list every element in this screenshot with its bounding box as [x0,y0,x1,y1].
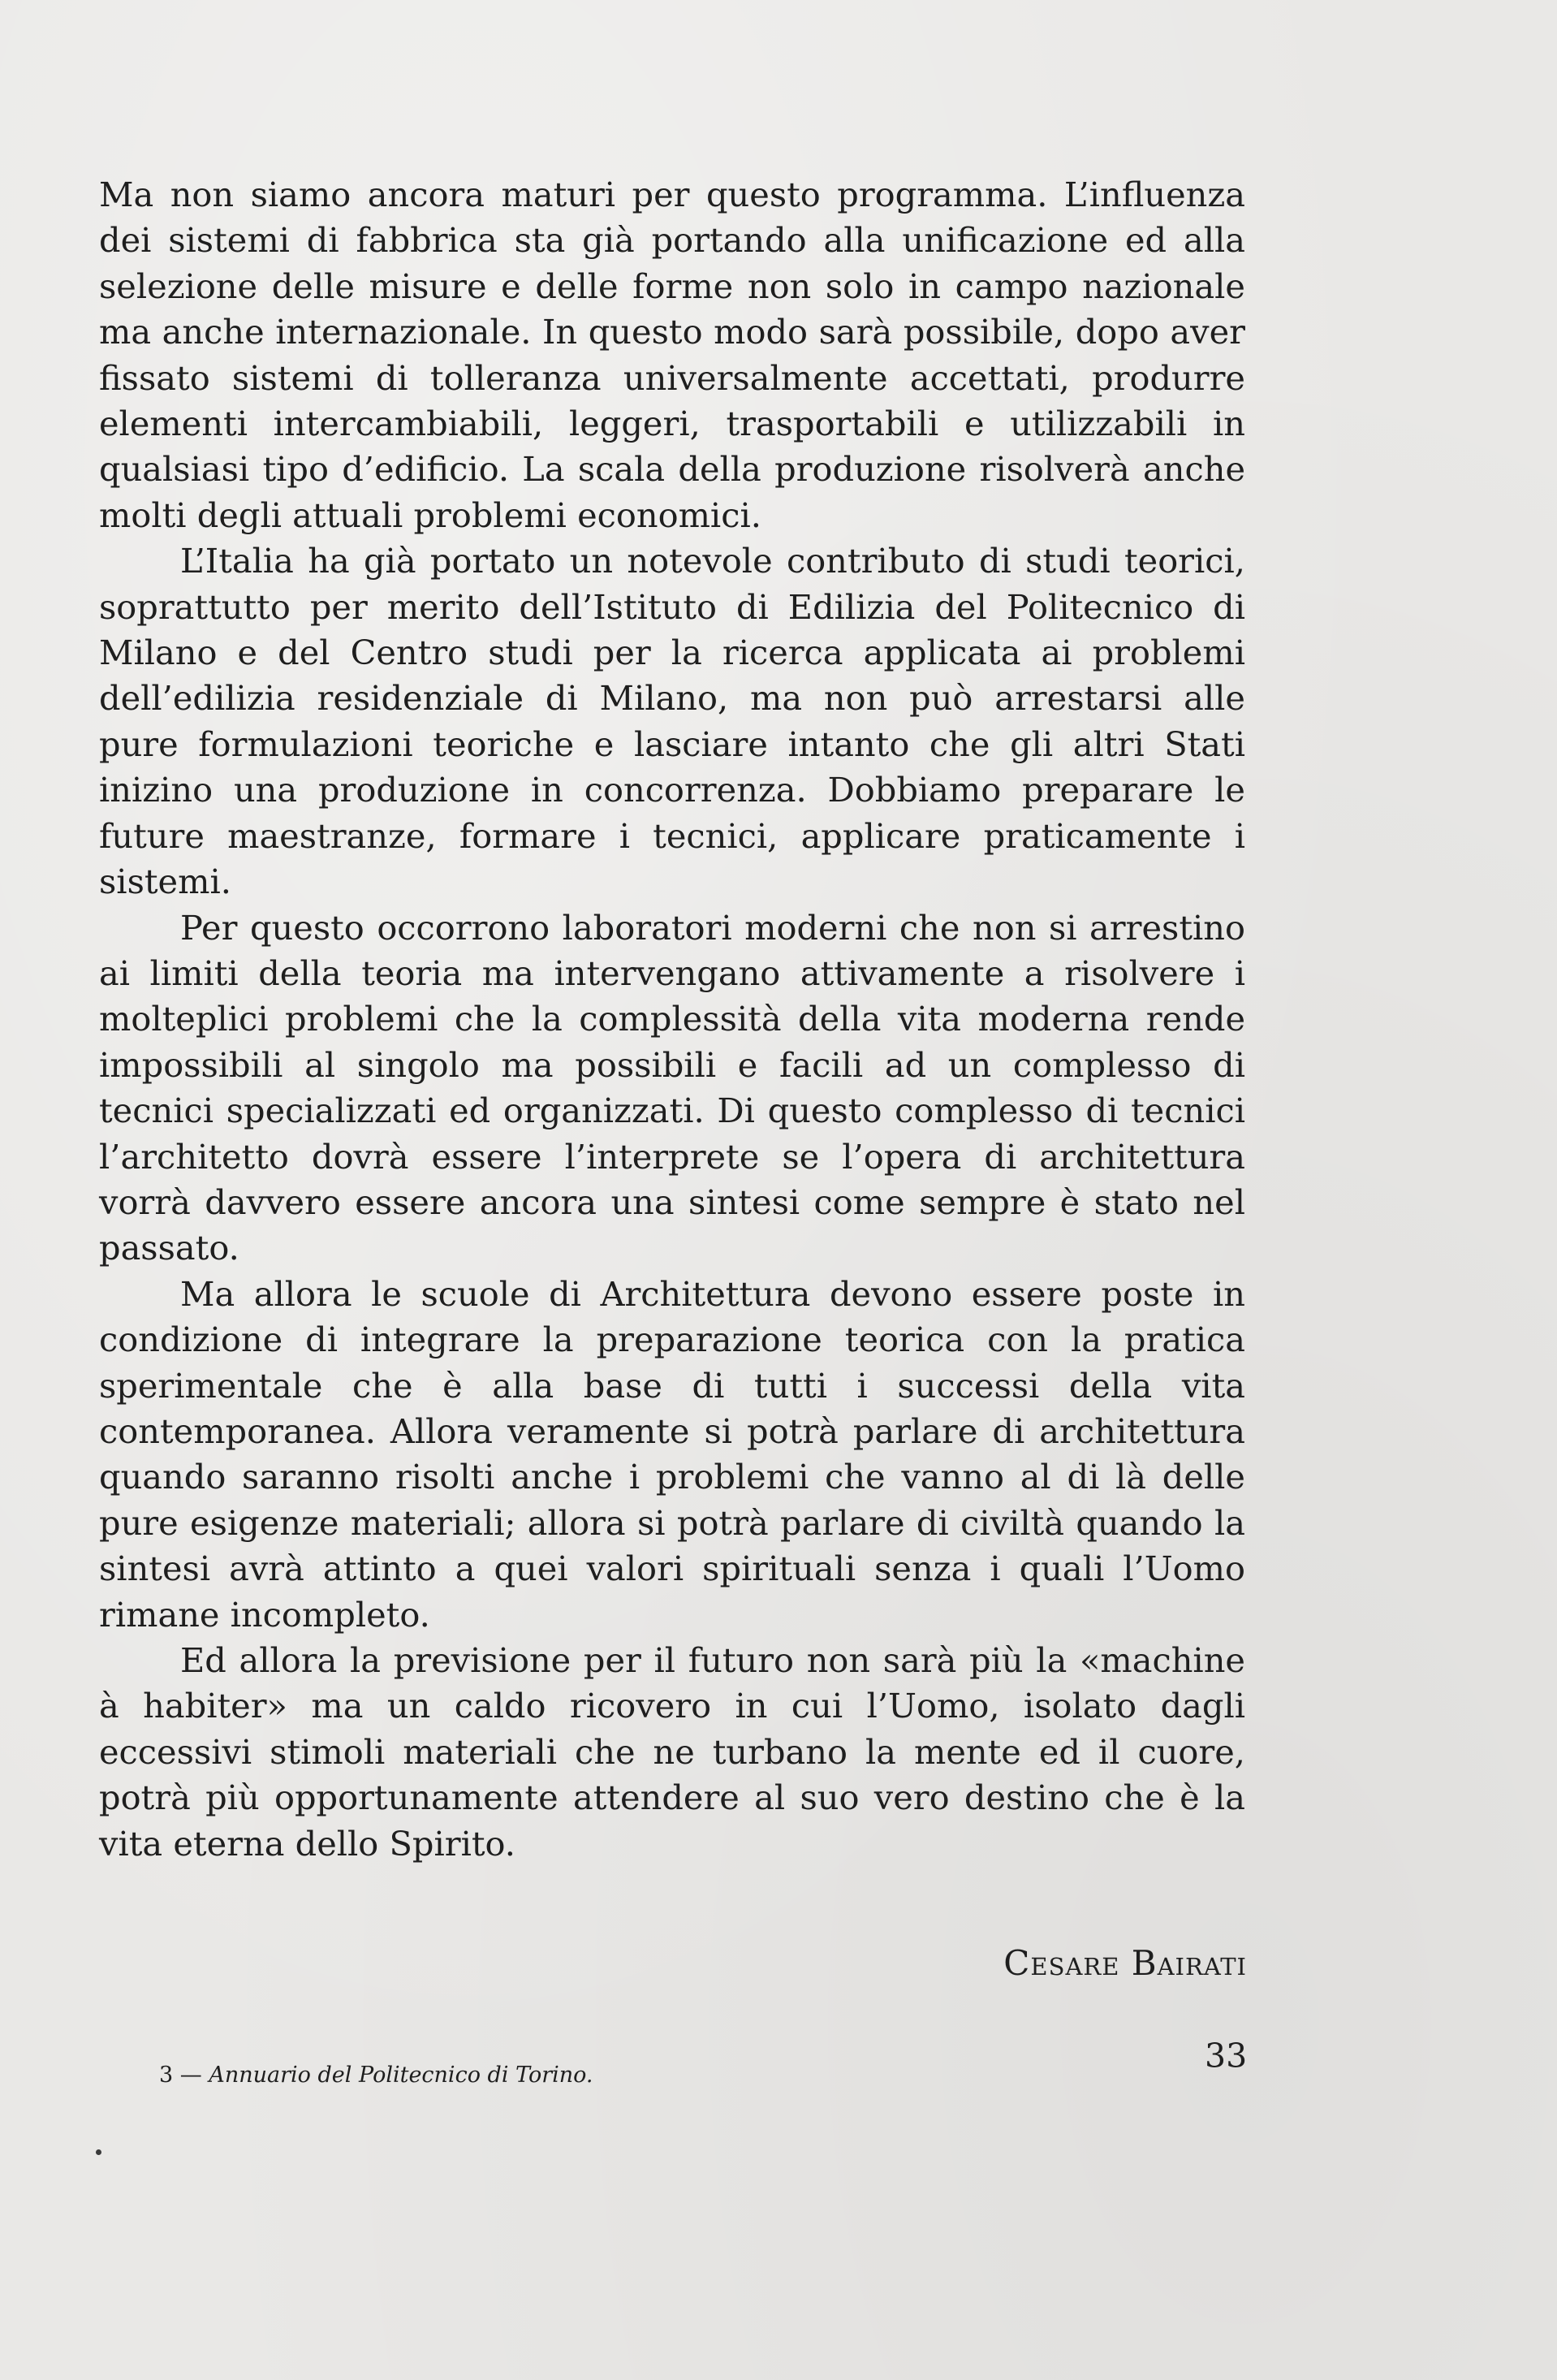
footer-publication-title: Annuario del Politecnico di Torino. [209,2063,593,2088]
footer-dash: — [179,2063,202,2088]
paragraph-1: Ma non siamo ancora maturi per questo programma. L’influenza dei sistemi di fabbrica sta già portando alla unificazione ed alla selezione delle misure e delle forme non solo in campo nazionale ma anche internazionale. In questo modo sarà possibile, dopo aver fissato sistemi di tolleranza universalmente accettati, produrre elementi intercambiabili, leggeri, trasportabili e utilizzabili in qualsiasi tipo d’edificio. La scala della produzione risolverà anche molti degli attuali problemi economici. [99,175,1245,535]
article-body [99,172,1245,1867]
paragraph-4: Ma allora le scuole di Architettura devono essere poste in condizione di integrare la preparazione teorica con la pratica sperimentale che è alla base di tutti i successi della vita contemporanea. Allora veramente si potrà parlare di architettura quando saranno risolti anche i problemi che vanno al di là delle pure esigenze materiali; allora si potrà parlare di civiltà quando la sintesi avrà attinto a quei valori spirituali senza i quali l’Uomo rimane incompleto. [99,1273,1245,1635]
page-number: 33 [1205,2037,1248,2075]
paragraph-2: L’Italia ha già portato un notevole contributo di studi teorici, soprattutto per merito dell’Istituto di Edilizia del Politecnico di Milano e del Centro studi per la ricerca applicata ai problemi dell’edilizia residenziale di Milano, ma non può arrestarsi alle pure formulazioni teoriche e lasciare intanto che gli altri Stati inizino una produzione in concorrenza. Dobbiamo preparare le future maestranze, formare i tecnici, applicare praticamente i sistemi. [99,541,1245,902]
author-signature: Cesare Bairati [1003,1943,1247,1983]
footer-note [159,2063,593,2088]
paragraph-5: Ed allora la previsione per il futuro non sarà più la «machine à habiter» ma un caldo ricovero in cui l’Uomo, isolato dagli eccessivi stimoli materiali che ne turbano la mente ed il cuore, potrà più opportunamente attendere al suo vero destino che è la vita eterna dello Spirito. [99,1640,1245,1864]
ink-dot [96,2149,101,2155]
paragraph-3: Per questo occorrono laboratori moderni che non si arrestino ai limiti della teoria ma intervengano attivamente a risolvere i molteplici problemi che la complessità della vita moderna rende impossibili al singolo ma possibili e facili ad un complesso di tecnici specializzati ed organizzati. Di questo complesso di tecnici l’architetto dovrà essere l’interprete se l’opera di architettura vorrà davvero essere ancora una sintesi come sempre è stato nel passato. [99,907,1245,1268]
footer-sheet-number: 3 [159,2063,174,2088]
